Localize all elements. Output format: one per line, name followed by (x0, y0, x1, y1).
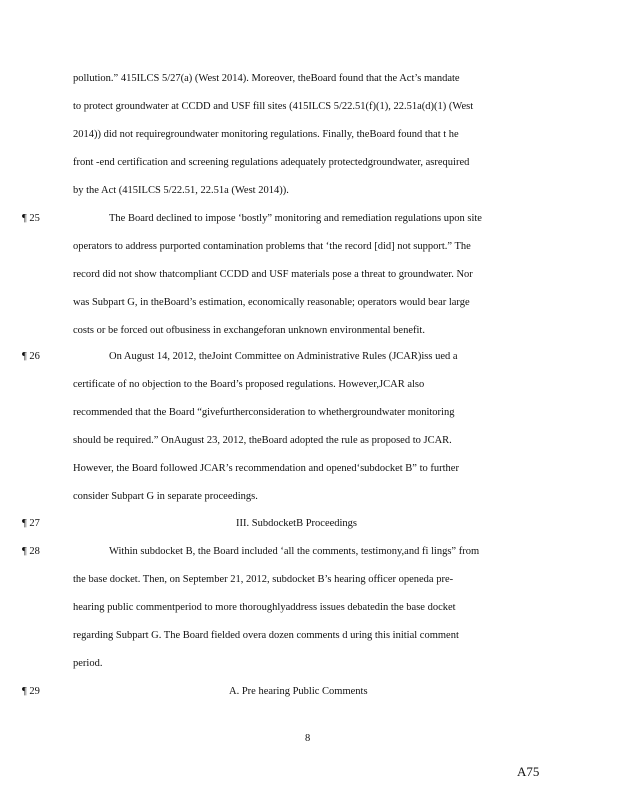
text-line-16: consider Subpart G in separate proceedings. (73, 491, 258, 502)
text-line-20: regarding Subpart G. The Board fielded overa dozen comments d uring this initial comment (73, 630, 459, 641)
text-line-19: hearing public commentperiod to more thoroughlyaddress issues debatedin the base docket (73, 602, 456, 613)
text-line-3: 2014)) did not requiregroundwater monitoring regulations. Finally, theBoard found that t he (73, 129, 459, 140)
exhibit-label: A75 (517, 764, 540, 779)
text-line-1: pollution.” 415ILCS 5/27(a) (West 2014). Moreover, theBoard found that the Act’s mandate (73, 73, 460, 84)
page-number: 8 (305, 733, 311, 744)
text-line-6: The Board declined to impose ‘bostly” monitoring and remediation regulations upon site (109, 213, 482, 224)
text-line-14: should be required.” OnAugust 23, 2012, theBoard adopted the rule as proposed to JCAR. (73, 435, 452, 446)
text-line-15: However, the Board followed JCAR’s recommendation and opened‘subdocket B” to further (73, 463, 459, 474)
section-heading-subdocket-b: III. SubdocketB Proceedings (236, 518, 358, 529)
text-line-21: period. (73, 658, 103, 669)
text-line-18: the base docket. Then, on September 21, 2012, subdocket B’s hearing officer openeda pre- (73, 574, 454, 585)
section-heading-pre-hearing: A. Pre hearing Public Comments (229, 686, 368, 697)
text-line-17: Within subdocket B, the Board included ‘all the comments, testimony,and fi lings” from (109, 546, 480, 557)
text-line-11: On August 14, 2012, theJoint Committee on Administrative Rules (JCAR)iss ued a (109, 351, 458, 362)
text-line-8: record did not show thatcompliant CCDD and USF materials pose a threat to groundwater. Nor (73, 269, 473, 280)
paragraph-mark-27: ¶ 27 (22, 518, 40, 529)
text-line-2: to protect groundwater at CCDD and USF fill sites (415ILCS 5/22.51(f)(1), 22.51a(d)(1) (West (73, 101, 474, 112)
text-line-9: was Subpart G, in theBoard’s estimation, economically reasonable; operators would bear large (73, 297, 470, 308)
text-line-4: front -end certification and screening regulations adequately protectedgroundwater, asrequired (73, 157, 470, 168)
text-line-10: costs or be forced out ofbusiness in exchangeforan unknown environmental benefit. (73, 325, 425, 336)
paragraph-mark-29: ¶ 29 (22, 686, 40, 697)
paragraph-mark-28: ¶ 28 (22, 546, 40, 557)
text-line-13: recommended that the Board “givefurtherconsideration to whethergroundwater monitoring (73, 407, 455, 418)
text-line-12: certificate of no objection to the Board’s proposed regulations. However,JCAR also (73, 379, 425, 390)
paragraph-mark-26: ¶ 26 (22, 351, 40, 362)
text-line-7: operators to address purported contamination problems that ‘the record [did] not support.” The (73, 241, 471, 252)
paragraph-mark-25: ¶ 25 (22, 213, 40, 224)
text-line-5: by the Act (415ILCS 5/22.51, 22.51a (West 2014)). (73, 185, 289, 196)
